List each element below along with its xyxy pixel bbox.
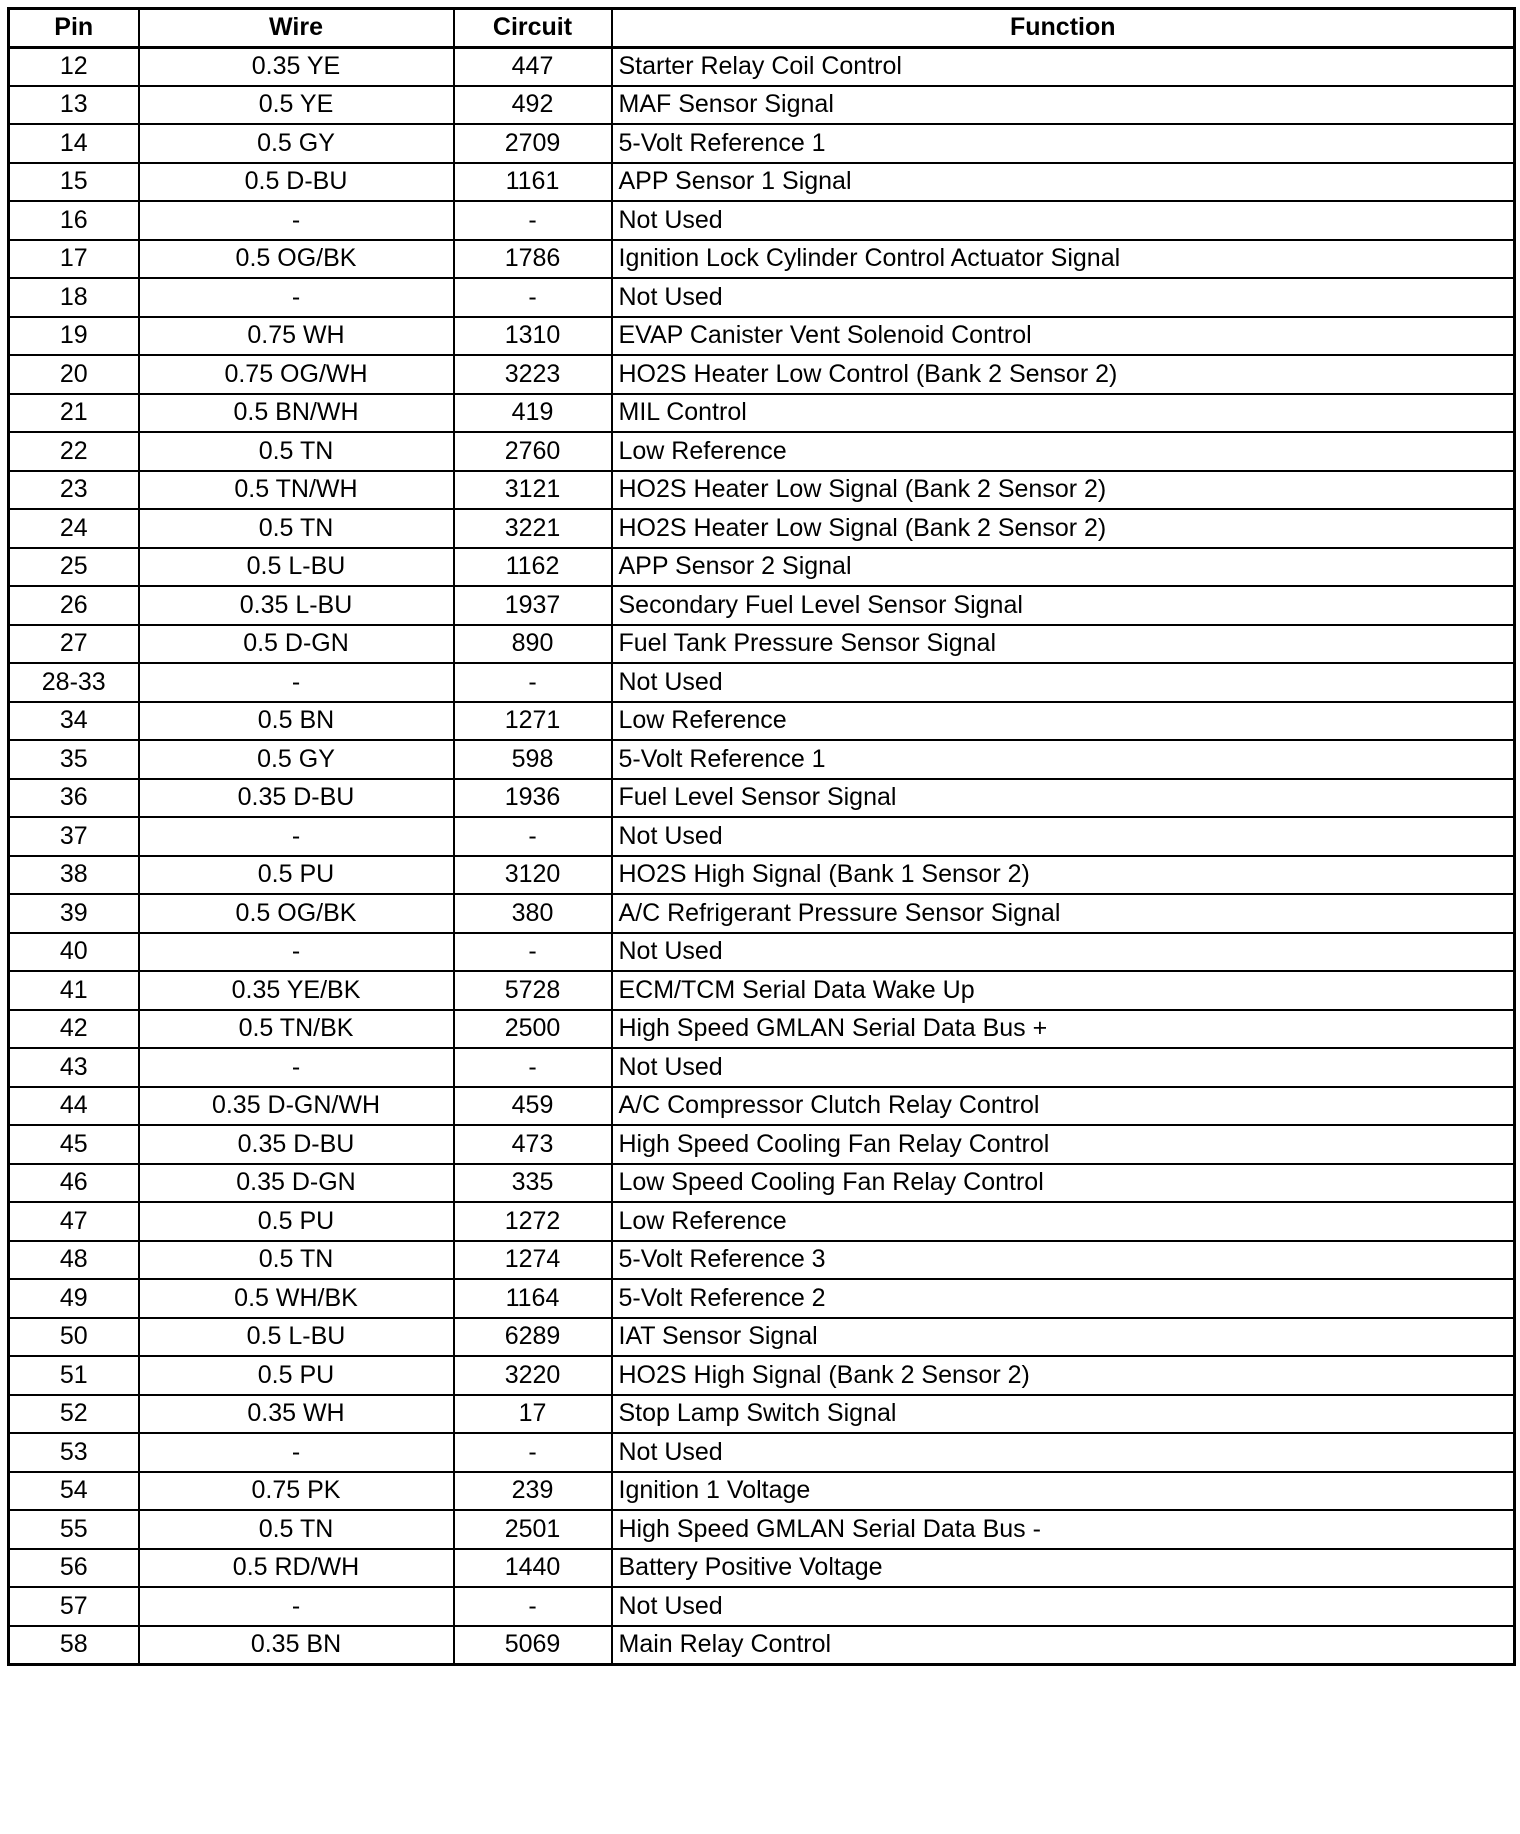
circuit-cell: 5069	[454, 1626, 612, 1665]
circuit-cell: 1936	[454, 779, 612, 818]
circuit-cell: 1274	[454, 1241, 612, 1280]
table-row	[9, 1279, 1515, 1318]
header-circuit: Circuit	[454, 9, 612, 48]
wire-cell: 0.35 WH	[139, 1395, 454, 1434]
table-row	[9, 1087, 1515, 1126]
pin-cell: 57	[9, 1587, 139, 1626]
pin-cell: 44	[9, 1087, 139, 1126]
circuit-cell: 1161	[454, 163, 612, 202]
pin-cell: 16	[9, 201, 139, 240]
pin-cell: 50	[9, 1318, 139, 1357]
header-pin: Pin	[9, 9, 139, 48]
table-header	[9, 9, 1515, 48]
function-cell: Not Used	[612, 933, 1515, 972]
function-cell: HO2S High Signal (Bank 2 Sensor 2)	[612, 1356, 1515, 1395]
function-cell: 5-Volt Reference 1	[612, 740, 1515, 779]
function-cell: Not Used	[612, 1587, 1515, 1626]
function-cell: 5-Volt Reference 3	[612, 1241, 1515, 1280]
circuit-cell: 1310	[454, 317, 612, 356]
pin-cell: 18	[9, 278, 139, 317]
wire-cell: 0.5 TN	[139, 509, 454, 548]
circuit-cell: 3121	[454, 471, 612, 510]
table-row	[9, 856, 1515, 895]
wire-cell: 0.5 TN	[139, 1510, 454, 1549]
function-cell: ECM/TCM Serial Data Wake Up	[612, 971, 1515, 1010]
function-cell: Not Used	[612, 1433, 1515, 1472]
wire-cell: 0.5 GY	[139, 124, 454, 163]
table-row	[9, 240, 1515, 279]
pin-cell: 23	[9, 471, 139, 510]
wire-cell: 0.5 TN/WH	[139, 471, 454, 510]
table-row	[9, 817, 1515, 856]
pin-cell: 52	[9, 1395, 139, 1434]
circuit-cell: 335	[454, 1164, 612, 1203]
wire-cell: 0.5 TN	[139, 1241, 454, 1280]
circuit-cell: 2760	[454, 432, 612, 471]
pin-cell: 14	[9, 124, 139, 163]
table-row	[9, 971, 1515, 1010]
wire-cell: 0.35 D-GN	[139, 1164, 454, 1203]
pin-cell: 22	[9, 432, 139, 471]
function-cell: MIL Control	[612, 394, 1515, 433]
circuit-cell: 890	[454, 625, 612, 664]
circuit-cell: -	[454, 933, 612, 972]
pin-cell: 39	[9, 894, 139, 933]
table-row	[9, 625, 1515, 664]
circuit-cell: 1271	[454, 702, 612, 741]
table-row	[9, 163, 1515, 202]
wire-cell: 0.35 D-GN/WH	[139, 1087, 454, 1126]
wire-cell: 0.35 YE	[139, 47, 454, 86]
function-cell: APP Sensor 2 Signal	[612, 548, 1515, 587]
table-row	[9, 1356, 1515, 1395]
table-row	[9, 740, 1515, 779]
table-row	[9, 1202, 1515, 1241]
pin-cell: 53	[9, 1433, 139, 1472]
table-row	[9, 394, 1515, 433]
function-cell: 5-Volt Reference 1	[612, 124, 1515, 163]
circuit-cell: 492	[454, 86, 612, 125]
wire-cell: 0.5 PU	[139, 1202, 454, 1241]
pin-cell: 54	[9, 1472, 139, 1511]
circuit-cell: 1937	[454, 586, 612, 625]
function-cell: Fuel Level Sensor Signal	[612, 779, 1515, 818]
circuit-cell: 5728	[454, 971, 612, 1010]
wire-cell: 0.35 D-BU	[139, 779, 454, 818]
function-cell: HO2S High Signal (Bank 1 Sensor 2)	[612, 856, 1515, 895]
circuit-cell: 1272	[454, 1202, 612, 1241]
wire-cell: -	[139, 201, 454, 240]
wire-cell: 0.5 D-BU	[139, 163, 454, 202]
wire-cell: -	[139, 933, 454, 972]
circuit-cell: 419	[454, 394, 612, 433]
wire-cell: -	[139, 278, 454, 317]
function-cell: High Speed Cooling Fan Relay Control	[612, 1125, 1515, 1164]
wire-cell: 0.5 D-GN	[139, 625, 454, 664]
circuit-cell: 3120	[454, 856, 612, 895]
wire-cell: 0.5 YE	[139, 86, 454, 125]
wire-cell: -	[139, 817, 454, 856]
circuit-cell: -	[454, 1048, 612, 1087]
pin-cell: 26	[9, 586, 139, 625]
pin-cell: 21	[9, 394, 139, 433]
wire-cell: 0.5 PU	[139, 856, 454, 895]
function-cell: Not Used	[612, 1048, 1515, 1087]
circuit-cell: 447	[454, 47, 612, 86]
wire-cell: 0.5 BN/WH	[139, 394, 454, 433]
table-row	[9, 1395, 1515, 1434]
pin-cell: 34	[9, 702, 139, 741]
pin-cell: 48	[9, 1241, 139, 1280]
header-function: Function	[612, 9, 1515, 48]
table-row	[9, 663, 1515, 702]
wire-cell: 0.35 D-BU	[139, 1125, 454, 1164]
pin-cell: 17	[9, 240, 139, 279]
table-row	[9, 548, 1515, 587]
circuit-cell: 473	[454, 1125, 612, 1164]
pin-function-table	[7, 7, 1516, 1666]
function-cell: Not Used	[612, 201, 1515, 240]
circuit-cell: -	[454, 817, 612, 856]
pin-cell: 46	[9, 1164, 139, 1203]
circuit-cell: 2709	[454, 124, 612, 163]
function-cell: Ignition Lock Cylinder Control Actuator Signal	[612, 240, 1515, 279]
table-row	[9, 1472, 1515, 1511]
function-cell: Low Speed Cooling Fan Relay Control	[612, 1164, 1515, 1203]
table-row	[9, 1433, 1515, 1472]
table-row	[9, 1626, 1515, 1665]
pin-cell: 51	[9, 1356, 139, 1395]
pin-cell: 36	[9, 779, 139, 818]
pin-cell: 37	[9, 817, 139, 856]
wire-cell: -	[139, 1433, 454, 1472]
header-wire: Wire	[139, 9, 454, 48]
circuit-cell: 3221	[454, 509, 612, 548]
table-row	[9, 894, 1515, 933]
pin-cell: 49	[9, 1279, 139, 1318]
function-cell: HO2S Heater Low Signal (Bank 2 Sensor 2)	[612, 509, 1515, 548]
circuit-cell: 459	[454, 1087, 612, 1126]
wire-cell: 0.5 GY	[139, 740, 454, 779]
table-row	[9, 586, 1515, 625]
function-cell: 5-Volt Reference 2	[612, 1279, 1515, 1318]
circuit-cell: 239	[454, 1472, 612, 1511]
pin-cell: 45	[9, 1125, 139, 1164]
function-cell: A/C Compressor Clutch Relay Control	[612, 1087, 1515, 1126]
table-row	[9, 355, 1515, 394]
table-row	[9, 1010, 1515, 1049]
wire-cell: 0.75 WH	[139, 317, 454, 356]
circuit-cell: -	[454, 278, 612, 317]
pin-cell: 27	[9, 625, 139, 664]
table-row	[9, 47, 1515, 86]
function-cell: A/C Refrigerant Pressure Sensor Signal	[612, 894, 1515, 933]
function-cell: Battery Positive Voltage	[612, 1549, 1515, 1588]
circuit-cell: -	[454, 663, 612, 702]
pin-cell: 28-33	[9, 663, 139, 702]
pin-cell: 41	[9, 971, 139, 1010]
circuit-cell: 1162	[454, 548, 612, 587]
circuit-cell: 1786	[454, 240, 612, 279]
function-cell: APP Sensor 1 Signal	[612, 163, 1515, 202]
table-row	[9, 124, 1515, 163]
pin-cell: 13	[9, 86, 139, 125]
circuit-cell: 598	[454, 740, 612, 779]
circuit-cell: 3220	[454, 1356, 612, 1395]
function-cell: Main Relay Control	[612, 1626, 1515, 1665]
pin-cell: 43	[9, 1048, 139, 1087]
function-cell: MAF Sensor Signal	[612, 86, 1515, 125]
function-cell: Not Used	[612, 663, 1515, 702]
function-cell: Not Used	[612, 817, 1515, 856]
circuit-cell: 1440	[454, 1549, 612, 1588]
wire-cell: 0.35 BN	[139, 1626, 454, 1665]
circuit-cell: 1164	[454, 1279, 612, 1318]
circuit-cell: 380	[454, 894, 612, 933]
pin-cell: 15	[9, 163, 139, 202]
pin-cell: 58	[9, 1626, 139, 1665]
function-cell: Low Reference	[612, 702, 1515, 741]
wire-cell: 0.5 L-BU	[139, 1318, 454, 1357]
table-row	[9, 933, 1515, 972]
circuit-cell: -	[454, 1433, 612, 1472]
header-row	[9, 9, 1515, 48]
circuit-cell: -	[454, 1587, 612, 1626]
wire-cell: 0.5 L-BU	[139, 548, 454, 587]
wire-cell: 0.5 BN	[139, 702, 454, 741]
wire-cell: 0.35 L-BU	[139, 586, 454, 625]
table-row	[9, 278, 1515, 317]
table-row	[9, 779, 1515, 818]
circuit-cell: 6289	[454, 1318, 612, 1357]
table-row	[9, 1241, 1515, 1280]
circuit-cell: 17	[454, 1395, 612, 1434]
wire-cell: 0.5 WH/BK	[139, 1279, 454, 1318]
wire-cell: -	[139, 1048, 454, 1087]
pin-cell: 19	[9, 317, 139, 356]
wire-cell: 0.5 PU	[139, 1356, 454, 1395]
wire-cell: 0.35 YE/BK	[139, 971, 454, 1010]
table-row	[9, 702, 1515, 741]
circuit-cell: -	[454, 201, 612, 240]
table-row	[9, 432, 1515, 471]
pin-cell: 56	[9, 1549, 139, 1588]
function-cell: Fuel Tank Pressure Sensor Signal	[612, 625, 1515, 664]
wire-cell: 0.5 RD/WH	[139, 1549, 454, 1588]
pin-cell: 38	[9, 856, 139, 895]
table-row	[9, 471, 1515, 510]
pin-cell: 40	[9, 933, 139, 972]
table-row	[9, 1549, 1515, 1588]
wire-cell: 0.5 TN/BK	[139, 1010, 454, 1049]
table-row	[9, 1048, 1515, 1087]
function-cell: Not Used	[612, 278, 1515, 317]
pin-cell: 12	[9, 47, 139, 86]
function-cell: EVAP Canister Vent Solenoid Control	[612, 317, 1515, 356]
wire-cell: -	[139, 663, 454, 702]
wire-cell: 0.75 PK	[139, 1472, 454, 1511]
function-cell: IAT Sensor Signal	[612, 1318, 1515, 1357]
table-row	[9, 317, 1515, 356]
table-row	[9, 1318, 1515, 1357]
function-cell: Low Reference	[612, 1202, 1515, 1241]
function-cell: Low Reference	[612, 432, 1515, 471]
table-row	[9, 86, 1515, 125]
pin-cell: 24	[9, 509, 139, 548]
wire-cell: 0.5 OG/BK	[139, 894, 454, 933]
circuit-cell: 2500	[454, 1010, 612, 1049]
function-cell: High Speed GMLAN Serial Data Bus -	[612, 1510, 1515, 1549]
pin-cell: 42	[9, 1010, 139, 1049]
table-body	[9, 47, 1515, 1664]
circuit-cell: 2501	[454, 1510, 612, 1549]
function-cell: HO2S Heater Low Signal (Bank 2 Sensor 2)	[612, 471, 1515, 510]
pin-cell: 55	[9, 1510, 139, 1549]
function-cell: Stop Lamp Switch Signal	[612, 1395, 1515, 1434]
function-cell: Starter Relay Coil Control	[612, 47, 1515, 86]
table-row	[9, 1164, 1515, 1203]
wire-cell: 0.75 OG/WH	[139, 355, 454, 394]
wire-cell: 0.5 OG/BK	[139, 240, 454, 279]
pin-cell: 20	[9, 355, 139, 394]
table-row	[9, 1510, 1515, 1549]
function-cell: HO2S Heater Low Control (Bank 2 Sensor 2)	[612, 355, 1515, 394]
circuit-cell: 3223	[454, 355, 612, 394]
function-cell: Ignition 1 Voltage	[612, 1472, 1515, 1511]
table-row	[9, 1587, 1515, 1626]
table-row	[9, 201, 1515, 240]
pin-cell: 25	[9, 548, 139, 587]
wire-cell: 0.5 TN	[139, 432, 454, 471]
function-cell: Secondary Fuel Level Sensor Signal	[612, 586, 1515, 625]
table-row	[9, 509, 1515, 548]
table-row	[9, 1125, 1515, 1164]
function-cell: High Speed GMLAN Serial Data Bus +	[612, 1010, 1515, 1049]
wire-cell: -	[139, 1587, 454, 1626]
pin-cell: 35	[9, 740, 139, 779]
pin-cell: 47	[9, 1202, 139, 1241]
